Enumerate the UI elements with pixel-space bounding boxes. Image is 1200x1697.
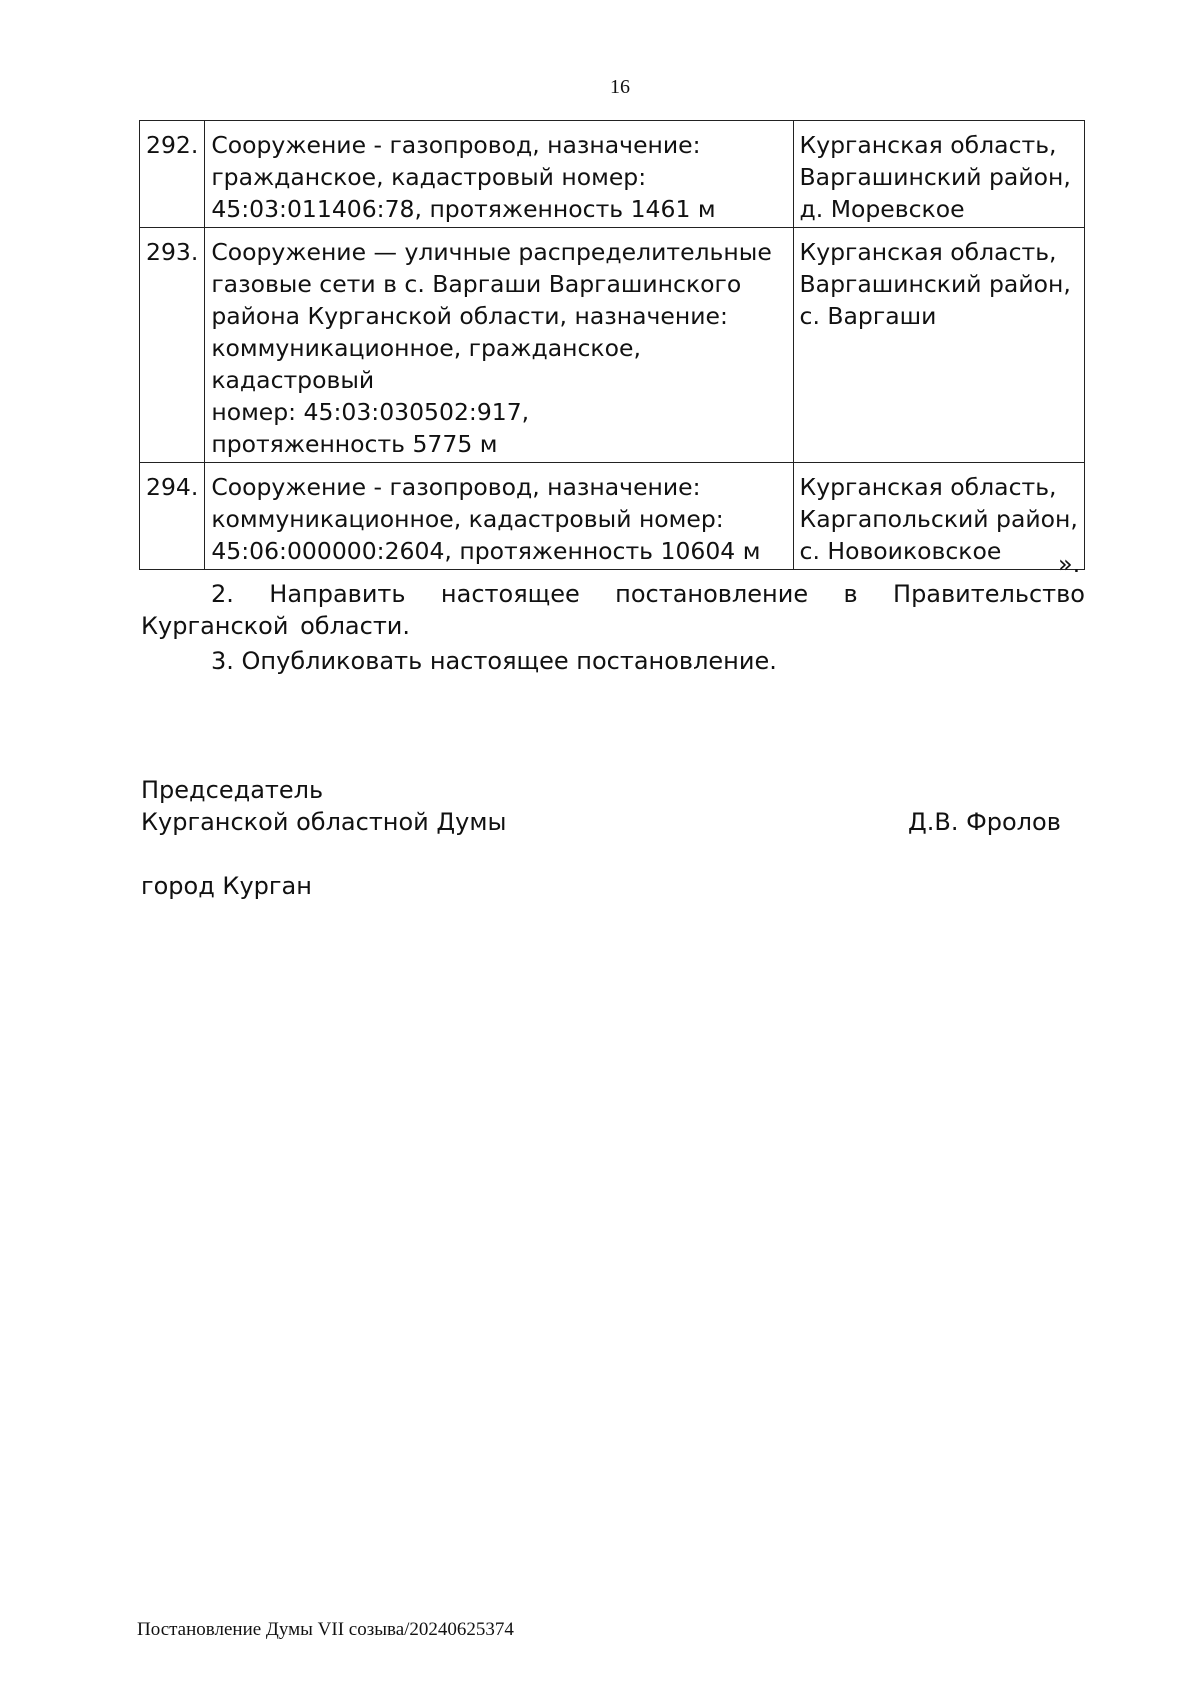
position-line: Курганской областной Думы [141, 808, 507, 836]
row-number: 292. [140, 121, 205, 228]
location-line: Каргапольский район, [799, 505, 1078, 533]
signatory-position [141, 774, 506, 838]
object-location [793, 463, 1084, 570]
object-description [205, 228, 793, 463]
table-row [140, 121, 1085, 228]
description-line: района Курганской области, назначение: [211, 302, 728, 330]
location-line: с. Новоиковское [799, 537, 1002, 565]
signatory-name: Д.В. Фролов [908, 808, 1061, 836]
location-line: Курганская область, [799, 473, 1057, 501]
description-line: Сооружение — уличные распределительные [211, 238, 772, 266]
object-description [205, 463, 793, 570]
location-line: Варгашинский район, [799, 270, 1071, 298]
description-line: протяженность 5775 м [211, 430, 498, 458]
paragraph-2: 2. Направить настоящее постановление в Правительство Курганской области. [141, 580, 1085, 640]
description-line: Сооружение - газопровод, назначение: [211, 131, 701, 159]
object-location [793, 228, 1084, 463]
location-line: Курганская область, [799, 238, 1057, 266]
description-line: коммуникационное, кадастровый номер: [211, 505, 724, 533]
position-line: Председатель [141, 776, 324, 804]
location-line: с. Варгаши [799, 302, 937, 330]
paragraph-3: 3. Опубликовать настоящее постановление. [211, 647, 777, 675]
description-line: газовые сети в с. Варгаши Варгашинского [211, 270, 742, 298]
location-line: Курганская область, [799, 131, 1057, 159]
table-row [140, 463, 1085, 570]
object-location [793, 121, 1084, 228]
row-number: 294. [140, 463, 205, 570]
description-line: 45:06:000000:2604, протяженность 10604 м [211, 537, 761, 565]
row-number: 293. [140, 228, 205, 463]
property-table [139, 120, 1085, 570]
location-line: д. Моревское [799, 195, 965, 223]
description-line: 45:03:011406:78, протяженность 1461 м [211, 195, 716, 223]
document-footer: Постановление Думы VII созыва/20240625374 [137, 1619, 514, 1640]
closing-quote: ». [1058, 550, 1081, 578]
location-line: Варгашинский район, [799, 163, 1071, 191]
city: город Курган [141, 872, 312, 900]
description-line: Сооружение - газопровод, назначение: [211, 473, 701, 501]
description-line: гражданское, кадастровый номер: [211, 163, 647, 191]
description-line: коммуникационное, гражданское, кадастровый [211, 334, 641, 394]
table-row [140, 228, 1085, 463]
description-line: номер: 45:03:030502:917, [211, 398, 530, 426]
page-number: 16 [610, 76, 630, 98]
object-description [205, 121, 793, 228]
